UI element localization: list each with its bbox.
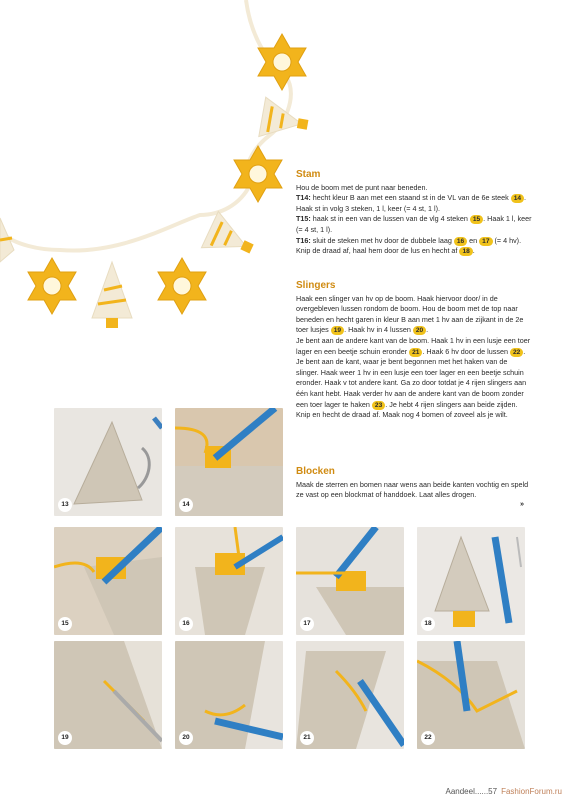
step-badge: 19 (331, 326, 344, 335)
continue-arrow: » (520, 499, 524, 508)
star-ornament (28, 34, 306, 314)
stam-t16: T16: sluit de steken met hv door de dubbele laag 16 en 17 (= 4 hv). Knip de draad af, haal hem door de lus en hecht af 18 . (296, 235, 522, 256)
step-badge: 15 (470, 215, 483, 224)
slingers-p1: Haak een slinger van hv op de boom. Haak hiervoor door/ in de overgebleven lussen rondom de boom. Hou de boom met de top naar beneden en hecht garen in kleur B aan met 1 hv aan de zijkant in de 2e toer lusjes 19 . Haak hv in 4 lussen 20 . (296, 293, 524, 335)
step-photo-19: 19 (54, 641, 162, 749)
stam-t14: T14: hecht kleur B aan met een staand st in de VL van de 6e steek 14 . Haak st in volg 3 steken, 1 l, keer (= 4 st, 1 l). (296, 193, 527, 213)
step-photo-20: 20 (175, 641, 283, 749)
heading-slingers: Slingers (296, 280, 336, 291)
section-stam (296, 170, 532, 257)
step-badge: 18 (459, 247, 472, 256)
step-photo-13: 13 (54, 408, 162, 516)
step-badge: 16 (454, 237, 467, 246)
step-photo-17: 17 (296, 527, 404, 635)
heading-stam: Stam (296, 169, 321, 180)
section-slingers (296, 281, 532, 421)
step-badge: 22 (510, 348, 523, 357)
step-badge: 23 (372, 401, 385, 410)
watermark: FashionForum.ru (501, 787, 562, 796)
step-badge: 14 (511, 194, 524, 203)
step-photo-21: 21 (296, 641, 404, 749)
garland-illustration (0, 0, 330, 340)
step-photo-16: 16 (175, 527, 283, 635)
slingers-p2: Je bent aan de andere kant van de boom. Haak 1 hv in een lusje een toer lager en een beetje schuin eronder 21 . Haak 6 hv door de lussen 22 . Je bent aan de kant, waar je bent begonnen met het haken van de slinger. Haak weer 1 hv in een lusje een toer lager en een beetje schuin eronder. Haak v tot andere kant. Ga zo door totdat je 4 rijen slingers aan één kant hebt. Haak verder hv aan de andere kant van de boom zonder een toer lager te haken 23 . Je hebt 4 rijen slingers aan beide zijden. Knip en hecht de draad af. Maak nog 4 bomen of zoveel als je wilt. (296, 335, 531, 420)
step-badge: 21 (409, 348, 422, 357)
stam-intro: Hou de boom met de punt naar beneden. (296, 182, 428, 192)
heading-blocken: Blocken (296, 466, 335, 477)
blocken-text: Maak de sterren en bomen naar wens aan beide kanten vochtig en speld ze vast op een blockmat of handdoek. Laat alles drogen. (296, 479, 529, 500)
stam-t15: T15: haak st in een van de lussen van de vlg 4 steken 15 . Haak 1 l, keer (= 4 st, 1 l). (296, 214, 532, 234)
page-footer: Aandeel......57 FashionForum.ru (445, 787, 562, 796)
step-badge: 17 (479, 237, 492, 246)
section-blocken (296, 466, 532, 508)
step-badge: 20 (413, 326, 426, 335)
step-photo-15: 15 (54, 527, 162, 635)
step-photo-18: 18 (417, 527, 525, 635)
step-photo-22: 22 (417, 641, 525, 749)
step-photo-14: 14 (175, 408, 283, 516)
